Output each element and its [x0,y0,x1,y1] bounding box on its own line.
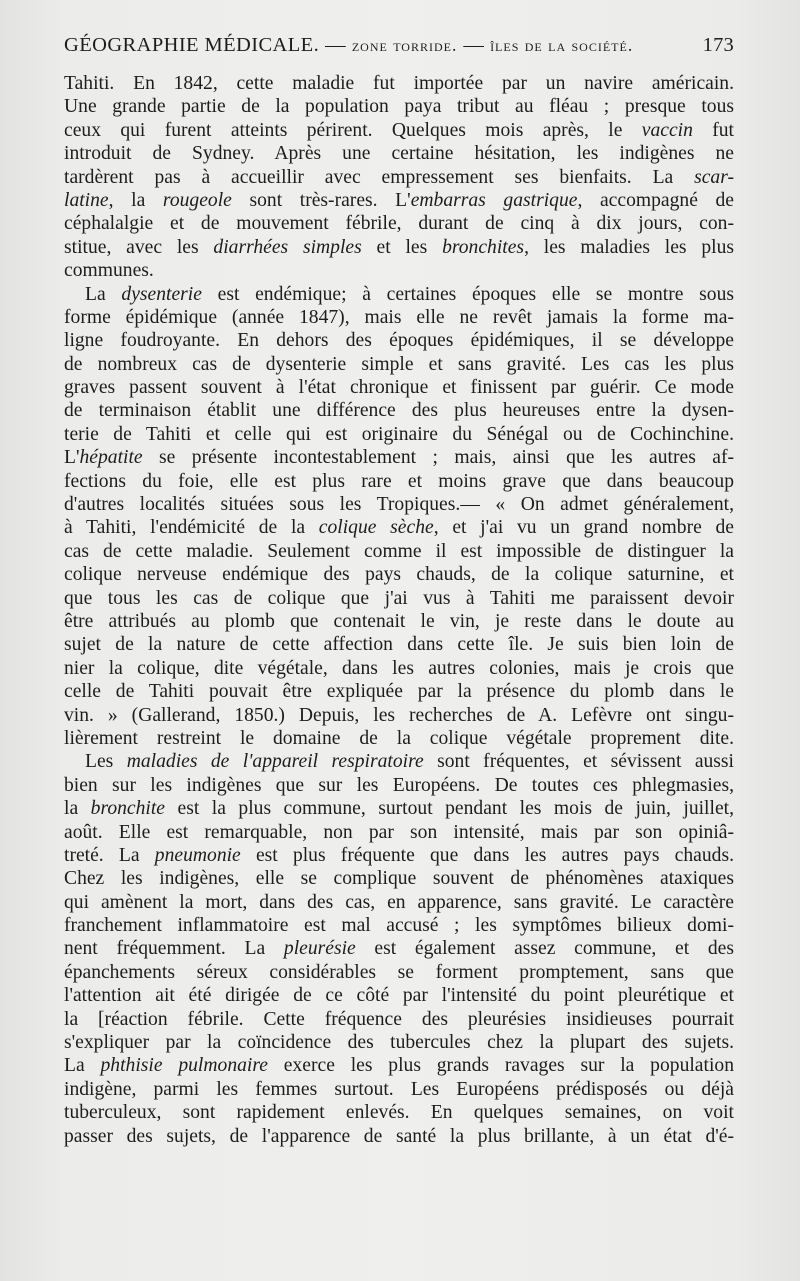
text-segment: la [64,798,91,820]
text-line [64,353,734,376]
text-segment: sont fréquentes, et sévissent aussi [423,751,735,773]
text-segment: ceux qui furent atteints périrent. Quelques mois après, le [64,119,642,141]
text-line [64,306,734,329]
text-line [64,166,734,189]
text-segment: est également assez commune, et des [355,938,735,960]
header-dash: — [463,34,485,56]
italic-term: vaccin [641,119,693,141]
text-line [64,891,734,914]
text-segment: treté. La [64,844,155,866]
text-line [64,844,734,867]
text-segment: Chez les indigènes, elle se complique souvent de phénomènes ataxiques [64,868,734,890]
italic-term: bronchites [442,236,525,258]
italic-term: bronchite [90,798,166,820]
text-segment: introduit de Sydney. Après une certaine hésitation, les indigènes ne [64,143,734,165]
text-line [64,516,734,539]
text-segment: fut [692,119,734,141]
text-segment: être attribués au plomb que contenait le vin, je reste dans le doute au [64,610,734,632]
text-segment: tardèrent pas à accueillir avec empressement ses bienfaits. La [64,166,695,188]
text-segment: août. Elle est remarquable, non par son intensité, mais par son opiniâ- [64,821,734,843]
text-line [64,750,734,773]
text-line [64,1101,734,1124]
italic-term: latine [64,189,109,211]
text-segment: terie de Tahiti et celle qui est originaire du Sénégal ou de Cochinchine. [64,423,734,445]
header-dash: — [325,34,346,56]
text-line [64,1031,734,1054]
text-line [64,610,734,633]
text-line [64,95,734,118]
text-line [64,283,734,306]
text-segment: , et j'ai vu un grand nombre de [433,517,734,539]
text-line [64,119,734,142]
text-line [64,236,734,259]
text-segment: fections du foie, elle est plus rare et moins grave que dans beaucoup [64,470,734,492]
text-line [64,937,734,960]
text-line [64,259,734,282]
text-line [64,704,734,727]
text-segment: sujet de la nature de cette affection dans cette île. Je suis bien loin de [64,634,734,656]
text-segment: nier la colique, dite végétale, dans les autres colonies, mais je crois que [64,657,734,679]
italic-term: pneumonie [154,844,241,866]
text-segment: l'attention ait été dirigée de ce côté par l'intensité du point pleurétique et [64,985,734,1007]
text-segment: Les [85,751,127,773]
text-line [64,423,734,446]
text-line [64,563,734,586]
italic-term: maladies de l'appareil respiratoire [126,751,424,773]
text-segment: est la plus commune, surtout pendant les mois de juin, juillet, [165,798,734,820]
text-line [64,470,734,493]
text-segment: de nombreux cas de dysenterie simple et sans gravité. Les cas les plus [64,353,734,375]
text-segment: La [85,283,122,305]
text-line [64,914,734,937]
italic-term: phthisie pulmonaire [100,1055,268,1077]
italic-term: hépatite [79,447,143,469]
text-line [64,493,734,516]
text-segment: ligne foudroyante. En dehors des époques épidémiques, il se développe [64,330,734,352]
text-segment: , les maladies les plus [524,236,734,258]
text-segment: celle de Tahiti pouvait être expliquée par la présence du plomb dans le [64,681,734,703]
text-segment: tuberculeux, sont rapidement enlevés. En quelques semaines, on voit [64,1102,734,1124]
text-segment: , accompagné de [577,189,735,211]
text-segment: passer des sujets, de l'apparence de santé la plus brillante, à un état d'é- [64,1125,734,1147]
text-segment: de terminaison établit une différence des plus heureuses entre la dysen- [64,400,734,422]
text-segment: se présente incontestablement ; mais, ainsi que les autres af- [142,447,734,469]
text-segment: Tahiti. En 1842, cette maladie fut importée par un navire américain. [64,73,734,94]
italic-term: pleurésie [283,938,356,960]
text-segment: exerce les plus grands ravages sur la population [267,1055,734,1077]
text-segment: céphalalgie et de mouvement fébrile, durant de cinq à dix jours, con- [64,213,734,235]
text-line [64,1054,734,1077]
text-segment: épanchements séreux considérables se forment promptement, sans que [64,961,734,983]
text-line [64,867,734,890]
text-line [64,540,734,563]
text-segment: La [64,1055,101,1077]
italic-term: embarras gastrique [410,189,578,211]
page-number: 173 [702,34,734,56]
text-segment: L' [64,447,80,469]
text-segment: indigène, parmi les femmes surtout. Les Européens prédisposés ou déjà [64,1078,734,1100]
text-segment: Une grande partie de la population paya tribut au fléau ; presque tous [64,96,734,118]
text-line [64,680,734,703]
text-line [64,376,734,399]
text-segment: d'autres localités situées sous les Tropiques.— « On admet généralement, [64,494,734,516]
text-segment: colique nerveuse endémique des pays chauds, de la colique saturnine, et [64,564,734,586]
text-segment: forme épidémique (année 1847), mais elle ne revêt jamais la forme ma- [64,306,734,328]
text-segment: nent fréquemment. La [64,938,284,960]
italic-term: dysenterie [121,283,202,305]
text-line [64,142,734,165]
text-line [64,212,734,235]
text-line [64,1008,734,1031]
text-line [64,727,734,750]
text-line [64,189,734,212]
text-line [64,633,734,656]
text-line [64,399,734,422]
text-line [64,329,734,352]
header-title: GÉOGRAPHIE MÉDICALE. [64,34,320,56]
text-line [64,587,734,610]
text-segment: cas de cette maladie. Seulement comme il est impossible de distinguer la [64,540,734,562]
text-line [64,774,734,797]
italic-term: diarrhées simples [213,236,362,258]
text-line [64,657,734,680]
text-segment: que tous les cas de colique que j'ai vus à Tahiti me paraissent devoir [64,587,734,609]
running-header [64,34,734,68]
text-segment: graves passent souvent à l'état chronique et finissent par guérir. Ce mode [64,377,734,399]
header-section-zone: zone torride. [351,35,458,55]
text-line [64,821,734,844]
text-line [64,961,734,984]
text-line [64,984,734,1007]
text-segment: à Tahiti, l'endémicité de la [64,517,319,539]
text-segment: franchement inflammatoire est mal accusé ; les symptômes bilieux domi- [64,915,734,937]
text-segment: la [réaction fébrile. Cette fréquence des pleurésies insidieuses pourrait [64,1008,734,1030]
text-segment: lièrement restreint le domaine de la colique végétale proprement dite. [64,727,734,749]
text-line [64,1078,734,1101]
text-segment: et les [361,236,443,258]
text-line [64,72,734,95]
text-segment: est endémique; à certaines époques elle se montre sous [201,283,734,305]
text-segment: communes. [64,260,154,282]
italic-term: rougeole [162,189,232,211]
text-segment: qui amènent la mort, dans des cas, en apparence, sans gravité. Le caractère [64,891,734,913]
header-section-islands: îles de la société. [490,35,634,55]
text-segment: bien sur les indigènes que sur les Européens. De toutes ces phlegmasies, [64,774,734,796]
text-segment: sont très-rares. L' [231,189,411,211]
text-line [64,446,734,469]
italic-term: scar- [694,166,734,188]
text-segment: , la [108,189,163,211]
body-text [64,72,734,1148]
text-line [64,797,734,820]
text-line [64,1125,734,1148]
text-segment: vin. » (Gallerand, 1850.) Depuis, les recherches de A. Lefèvre ont singu- [64,704,734,726]
italic-term: colique sèche [318,517,434,539]
text-segment: stitue, avec les [64,236,214,258]
text-segment: est plus fréquente que dans les autres pays chauds. [240,844,734,866]
text-segment: s'expliquer par la coïncidence des tubercules chez la plupart des sujets. [64,1032,734,1054]
